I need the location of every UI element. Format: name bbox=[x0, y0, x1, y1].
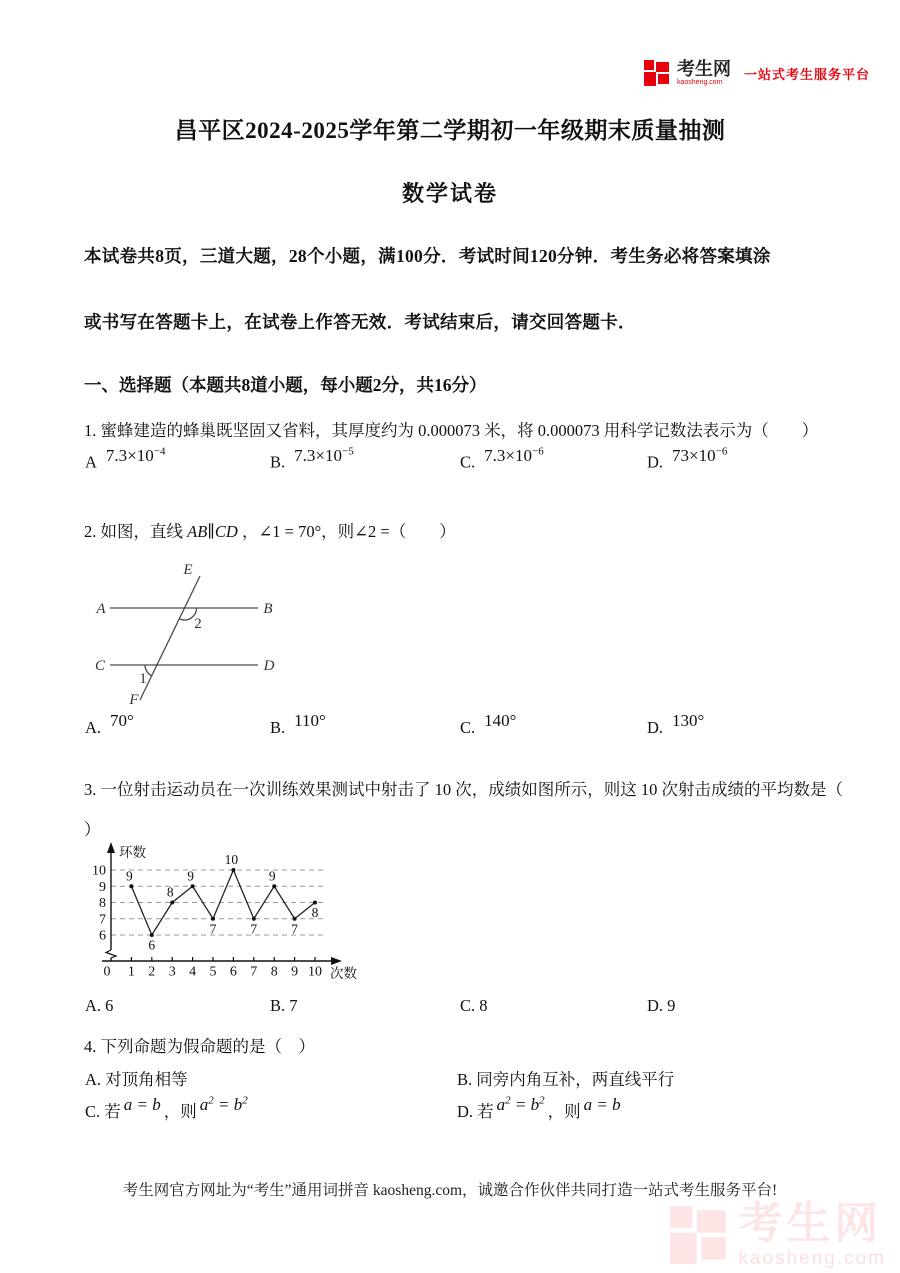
figure-label-A: A bbox=[96, 601, 106, 617]
q1-options bbox=[85, 445, 845, 494]
exam-notice-line2: 或书写在答题卡上，在试卷上作答无效．考试结束后，请交回答题卡． bbox=[84, 312, 636, 332]
svg-text:8: 8 bbox=[311, 905, 319, 920]
question-3 bbox=[84, 776, 843, 800]
figure-label-D: D bbox=[263, 658, 275, 674]
brand-tagline: 一站式考生服务平台 bbox=[744, 66, 871, 82]
svg-text:6: 6 bbox=[148, 937, 156, 953]
q1-option-b: B. $7.3\times 10^{-5}$ bbox=[270, 445, 354, 472]
svg-text:2: 2 bbox=[148, 964, 156, 980]
q3-text-wrap: ） bbox=[84, 820, 101, 839]
watermark bbox=[670, 1199, 886, 1269]
q3-option-a: A. 6 bbox=[85, 996, 114, 1015]
q4-option-a: A. 对顶角相等 bbox=[85, 1070, 188, 1089]
q2-number: 2. bbox=[84, 522, 97, 541]
q2-option-b: B. 110° bbox=[270, 711, 326, 737]
brand-name: 考生网 bbox=[677, 59, 731, 79]
figure-angle-1: 1 bbox=[139, 671, 147, 687]
svg-text:9: 9 bbox=[99, 879, 106, 895]
svg-text:7: 7 bbox=[250, 964, 258, 980]
q3-shooting-scores-chart bbox=[78, 836, 378, 986]
exam-subtitle: 数学试卷 bbox=[401, 181, 498, 206]
svg-text:7: 7 bbox=[99, 912, 106, 928]
q4-options-cd bbox=[85, 1094, 845, 1142]
question-2 bbox=[84, 518, 456, 542]
footer-text: 考生网官方网址为“考生”通用词拼音 kaosheng.com，诚邀合作伙伴共同打造一站式考生服务平台! bbox=[122, 1182, 778, 1199]
figure-label-F: F bbox=[129, 692, 139, 708]
watermark-domain: kaosheng.com bbox=[738, 1248, 886, 1269]
q1-option-a: A $7.3\times 10^{-4}$ bbox=[85, 445, 166, 472]
svg-text:10: 10 bbox=[224, 852, 239, 867]
q4-option-d: D. 若 $a^2 = b^2$，则 a = b bbox=[457, 1094, 621, 1121]
svg-text:环数: 环数 bbox=[119, 845, 146, 860]
watermark-logo-icon bbox=[670, 1206, 728, 1264]
svg-text:9: 9 bbox=[291, 964, 299, 980]
svg-text:8: 8 bbox=[166, 884, 174, 900]
svg-text:7: 7 bbox=[250, 921, 258, 937]
svg-text:6: 6 bbox=[229, 964, 237, 980]
q4-text: 下列命题为假命题的是（ ） bbox=[100, 1037, 315, 1056]
exam-notice-line1: 本试卷共8页，三道大题，28个小题，满100分．考试时间120分钟．考生务必将答案填涂 bbox=[84, 246, 771, 266]
q3-number: 3. bbox=[84, 780, 97, 799]
q3-options bbox=[85, 996, 845, 1038]
kaosheng-logo-icon bbox=[644, 60, 670, 86]
q2-math: AB∥CD bbox=[187, 522, 238, 541]
q4-option-b: B. 同旁内角互补，两直线平行 bbox=[457, 1070, 675, 1089]
q2-option-a: A. 70° bbox=[85, 711, 134, 737]
q2-text-pre: 如图，直线 bbox=[100, 522, 183, 541]
figure-angle-2: 2 bbox=[194, 616, 202, 632]
figure-label-B: B bbox=[263, 601, 273, 617]
q3-option-c: C. 8 bbox=[460, 996, 488, 1015]
svg-text:5: 5 bbox=[209, 964, 217, 980]
svg-text:4: 4 bbox=[189, 964, 197, 980]
svg-text:1: 1 bbox=[127, 964, 135, 980]
section-1-heading: 一、选择题（本题共8道小题，每小题2分，共16分） bbox=[84, 375, 487, 395]
q1-option-c: C. $7.3\times 10^{-6}$ bbox=[460, 445, 544, 472]
svg-text:次数: 次数 bbox=[330, 966, 357, 981]
q2-option-c: C. 140° bbox=[460, 711, 517, 737]
q1-text: 蜜蜂建造的蜂巢既坚固又省料，其厚度约为 0.000073 米，将 0.000073 用科学记数法表示为（ ） bbox=[100, 421, 819, 440]
q2-options bbox=[85, 711, 845, 760]
svg-text:7: 7 bbox=[291, 921, 298, 937]
figure-label-E: E bbox=[183, 562, 193, 578]
brand-text bbox=[677, 60, 731, 86]
exam-title: 昌平区2024-2025学年第二学期初一年级期末质量抽测 bbox=[174, 118, 726, 143]
svg-text:7: 7 bbox=[209, 921, 217, 937]
q1-option-d: D. $73\times 10^{-6}$ bbox=[647, 445, 728, 472]
svg-text:0: 0 bbox=[103, 964, 111, 980]
svg-text:10: 10 bbox=[92, 863, 106, 879]
q4-option-c: C. 若 a = b ，则 $a^2 = b^2$ bbox=[85, 1094, 248, 1121]
svg-text:9: 9 bbox=[268, 868, 276, 884]
q2-parallel-lines-figure bbox=[80, 560, 300, 710]
q4-number: 4. bbox=[84, 1037, 97, 1056]
watermark-brand: 考生网 bbox=[738, 1199, 883, 1248]
svg-text:8: 8 bbox=[99, 896, 106, 911]
q3-option-b: B. 7 bbox=[270, 996, 298, 1015]
question-4 bbox=[84, 1033, 315, 1057]
svg-text:9: 9 bbox=[126, 868, 133, 884]
svg-text:8: 8 bbox=[270, 964, 278, 980]
svg-text:3: 3 bbox=[168, 964, 176, 980]
q1-number: 1. bbox=[84, 421, 97, 440]
q3-text: 一位射击运动员在一次训练效果测试中射击了 10 次，成绩如图所示，则这 10 次射击成绩的平均数是（ bbox=[100, 780, 843, 799]
figure-label-C: C bbox=[94, 658, 106, 674]
brand-domain: kaosheng.com bbox=[677, 79, 723, 86]
q3-option-d: D. 9 bbox=[647, 996, 676, 1015]
q2-text-post: ，∠1 = 70°，则∠2 =（ ） bbox=[241, 522, 456, 541]
q2-option-d: D. 130° bbox=[647, 711, 705, 737]
question-1 bbox=[84, 417, 818, 441]
site-logo bbox=[644, 60, 870, 86]
svg-text:9: 9 bbox=[187, 868, 194, 884]
svg-text:6: 6 bbox=[99, 928, 106, 944]
svg-text:10: 10 bbox=[308, 964, 322, 980]
